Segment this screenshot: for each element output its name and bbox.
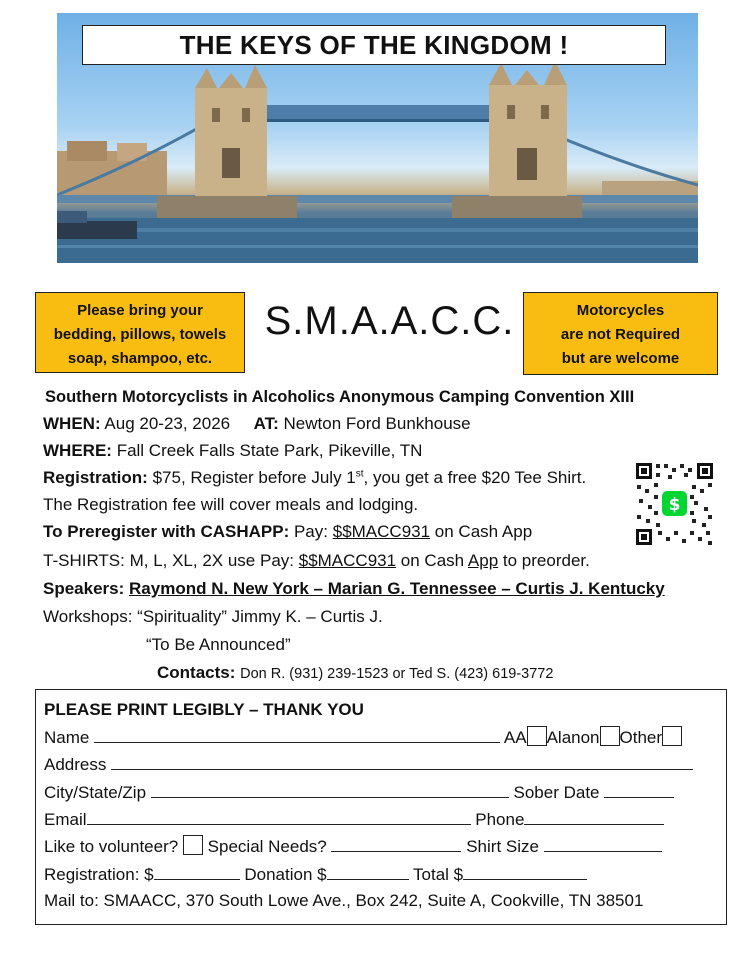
name-label: Name <box>44 728 90 747</box>
contacts-value: Don R. (931) 239-1523 or Ted S. (423) 619-3772 <box>240 666 554 682</box>
cash-app-qr-icon[interactable] <box>634 461 715 547</box>
email-row <box>44 808 664 831</box>
cashtag-link[interactable]: $$MACC931 <box>298 551 397 570</box>
note-line: are not Required <box>560 326 681 343</box>
workshops-line: Workshops: “Spirituality” Jimmy K. – Curtis J. <box>43 607 383 626</box>
tshirts-end: to preorder. <box>502 551 590 570</box>
when-label: WHEN: <box>43 414 101 433</box>
when-line <box>43 413 471 435</box>
email-field[interactable] <box>87 808 471 825</box>
tshirts-line <box>43 550 590 572</box>
phone-field[interactable] <box>524 808 664 825</box>
bring-items-note <box>35 292 245 373</box>
speakers-line <box>43 578 665 600</box>
special-needs-field[interactable] <box>331 835 461 852</box>
registration-line <box>43 467 586 489</box>
city-field[interactable] <box>151 781 509 798</box>
speakers-label: Speakers: <box>43 579 125 598</box>
shirt-size-field[interactable] <box>544 835 662 852</box>
tba-line: “To Be Announced” <box>146 635 291 654</box>
address-field[interactable] <box>111 753 693 770</box>
donation-label: Donation $ <box>244 865 327 884</box>
phone-label: Phone <box>475 810 525 829</box>
note-line: bedding, pillows, towels <box>53 326 227 343</box>
fee-note: The Registration fee will cover meals and lodging. <box>43 495 419 514</box>
tshirts-mid: on Cash <box>400 551 465 570</box>
motorcycles-note <box>523 292 718 375</box>
org-name: S.M.A.A.C.C. <box>264 299 515 343</box>
address-row <box>44 753 693 776</box>
registration-text-end: , you get a free $20 Tee Shirt. <box>363 468 587 487</box>
at-label: AT: <box>253 414 279 433</box>
note-line: Motorcycles <box>576 302 665 319</box>
where-line <box>43 440 422 462</box>
where-value: Fall Creek Falls State Park, Pikeville, TN <box>116 441 423 460</box>
registration-amount-label: Registration: $ <box>44 865 154 884</box>
speakers-list: Raymond N. New York – Marian G. Tennessee – Curtis J. Kentucky <box>129 579 665 598</box>
alanon-label: Alanon <box>546 728 600 747</box>
registration-form <box>35 689 727 925</box>
other-checkbox[interactable] <box>662 726 682 746</box>
registration-label: Registration: <box>43 468 148 487</box>
at-value: Newton Ford Bunkhouse <box>283 414 471 433</box>
name-row <box>44 726 682 749</box>
name-field[interactable] <box>94 726 500 743</box>
total-field[interactable] <box>463 863 587 880</box>
donation-field[interactable] <box>327 863 409 880</box>
where-label: WHERE: <box>43 441 112 460</box>
aa-label: AA <box>503 728 527 747</box>
contacts-line <box>157 662 553 685</box>
dollar-symbol: $ <box>668 495 681 515</box>
prereg-line <box>43 521 532 543</box>
special-needs-label: Special Needs? <box>207 837 327 856</box>
alanon-checkbox[interactable] <box>600 726 620 746</box>
prereg-suffix: on Cash App <box>434 522 533 541</box>
note-line: but are welcome <box>561 350 680 367</box>
prereg-label: To Preregister with CASHAPP: <box>43 522 290 541</box>
volunteer-label: Like to volunteer? <box>44 837 179 856</box>
registration-sup: st <box>355 468 364 480</box>
address-label: Address <box>44 755 107 774</box>
shirt-size-label: Shirt Size <box>466 837 539 856</box>
city-row <box>44 781 674 804</box>
form-heading: PLEASE PRINT LEGIBLY – THANK YOU <box>44 700 364 719</box>
prereg-pay: Pay: <box>293 522 328 541</box>
city-label: City/State/Zip <box>44 783 147 802</box>
other-label: Other <box>619 728 663 747</box>
note-line: Please bring your <box>77 302 203 319</box>
aa-checkbox[interactable] <box>527 726 547 746</box>
registration-amount-field[interactable] <box>154 863 240 880</box>
event-full-name: Southern Motorcyclists in Alcoholics Anonymous Camping Convention XIII <box>45 388 635 406</box>
cashtag-link[interactable]: $$MACC931 <box>332 522 431 541</box>
note-line: soap, shampoo, etc. <box>67 350 213 367</box>
volunteer-checkbox[interactable] <box>183 835 203 855</box>
contacts-label: Contacts: <box>157 663 236 682</box>
registration-text: $75, Register before July 1 <box>152 468 356 487</box>
tshirts-text: T-SHIRTS: M, L, XL, 2X use Pay: <box>43 551 294 570</box>
sober-date-label: Sober Date <box>513 783 600 802</box>
mail-to: Mail to: SMAACC, 370 South Lowe Ave., Box 242, Suite A, Cookville, TN 38501 <box>44 891 644 910</box>
when-value: Aug 20-23, 2026 <box>104 414 231 433</box>
event-title: THE KEYS OF THE KINGDOM ! <box>82 25 666 65</box>
payment-row <box>44 863 587 886</box>
total-label: Total $ <box>413 865 464 884</box>
email-label: Email <box>44 810 87 829</box>
volunteer-row <box>44 835 662 858</box>
cash-app-link[interactable]: App <box>467 551 499 570</box>
sober-date-field[interactable] <box>604 781 674 798</box>
